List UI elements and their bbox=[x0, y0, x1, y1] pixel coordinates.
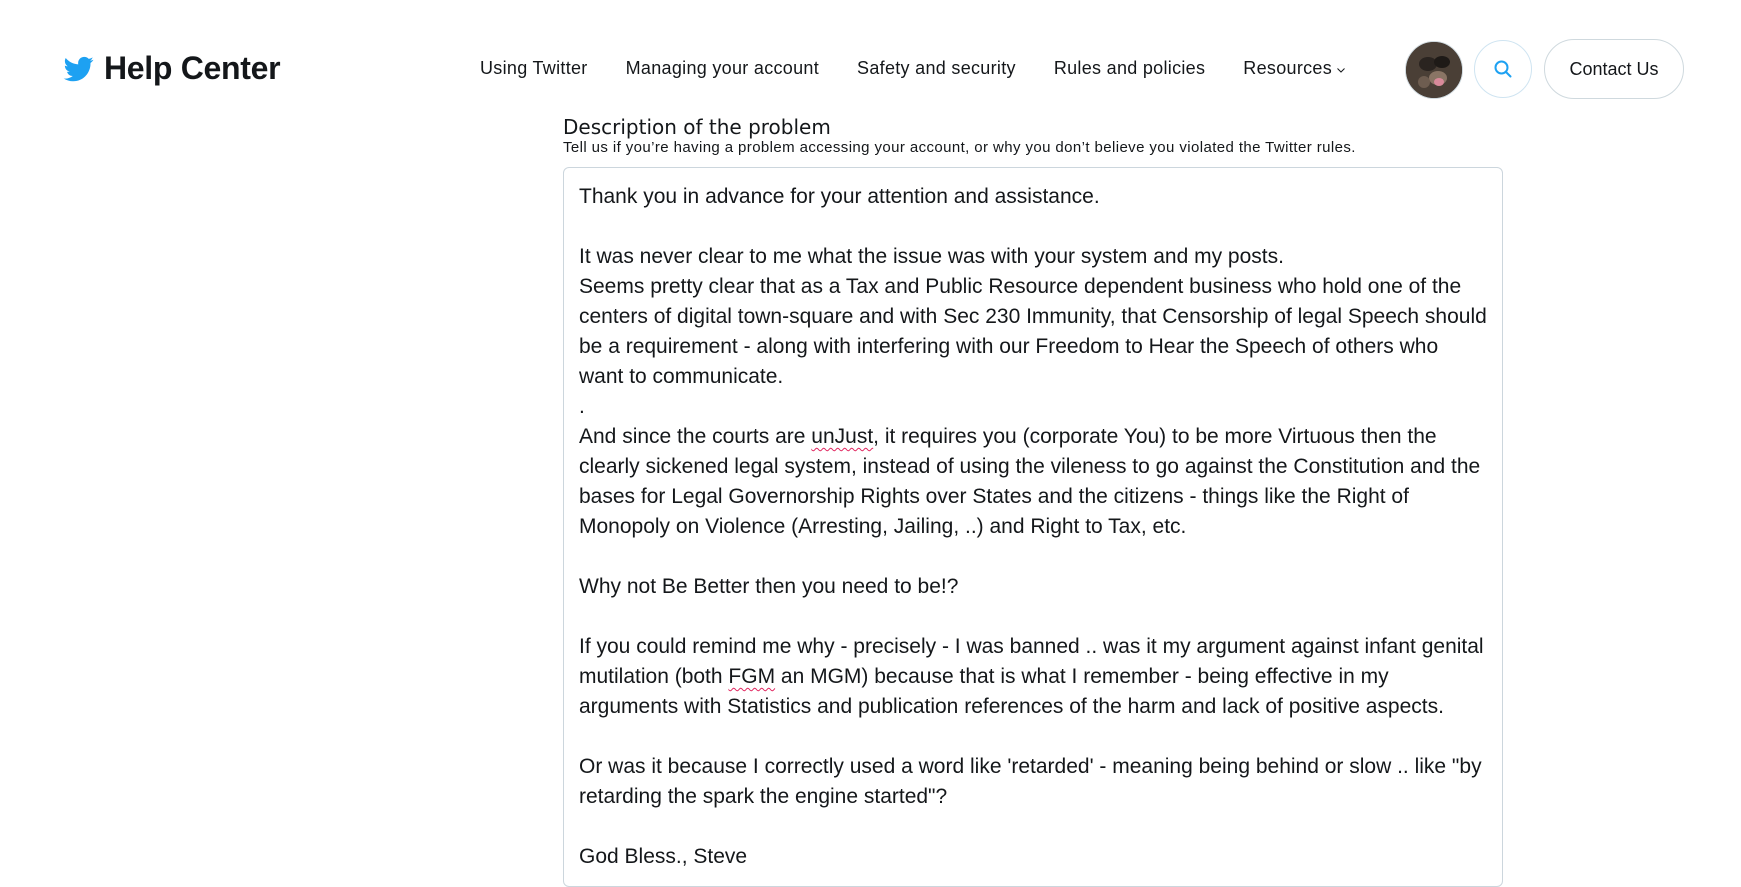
blank-line bbox=[579, 542, 1487, 572]
textarea-line bbox=[579, 422, 1487, 542]
nav-resources[interactable] bbox=[1243, 58, 1346, 79]
textarea-line: God Bless., Steve bbox=[579, 845, 748, 868]
header bbox=[0, 0, 1741, 112]
blank-line bbox=[579, 602, 1487, 632]
search-button[interactable] bbox=[1474, 40, 1532, 98]
nav-using-twitter[interactable]: Using Twitter bbox=[480, 58, 588, 78]
twitter-bird-icon bbox=[62, 54, 96, 84]
chevron-down-icon bbox=[1336, 65, 1346, 75]
nav-safety-security[interactable]: Safety and security bbox=[857, 58, 1016, 78]
search-icon bbox=[1493, 59, 1513, 79]
textarea-line: Or was it because I correctly used a word like 'retarded' - meaning being behind or slow .. like "by retarding the spark the engine started"? bbox=[579, 755, 1482, 808]
textarea-line: Seems pretty clear that as a Tax and Public Resource dependent business who hold one of the centers of digital town-square and with Sec 230 Immunity, that Censorship of legal Speech should be a requirement - along with interfering with our Freedom to Hear the Speech of others who want to communicate. bbox=[579, 275, 1487, 388]
avatar-image bbox=[1406, 42, 1462, 98]
description-label: Description of the problem bbox=[563, 115, 831, 139]
nav-resources-label: Resources bbox=[1243, 58, 1333, 78]
misspelled-word: unJust bbox=[811, 425, 874, 448]
nav-managing-account[interactable]: Managing your account bbox=[625, 58, 820, 78]
main-nav bbox=[480, 58, 1384, 79]
textarea-line bbox=[579, 632, 1487, 722]
avatar[interactable] bbox=[1405, 41, 1463, 99]
text-segment: And since the courts are bbox=[579, 425, 812, 448]
description-hint: Tell us if you’re having a problem accessing your account, or why you don’t believe you violated the Twitter rules. bbox=[563, 139, 1356, 156]
textarea-line: . bbox=[579, 395, 585, 418]
text-segment: an MGM) because that is what I remember - being effective in my arguments with Statistics and publication references of the harm and lack of positive aspects. bbox=[579, 665, 1444, 718]
nav-rules-policies[interactable]: Rules and policies bbox=[1053, 58, 1206, 78]
blank-line bbox=[579, 812, 1487, 842]
textarea-line: Why not Be Better then you need to be!? bbox=[579, 575, 959, 598]
description-textarea[interactable] bbox=[563, 167, 1503, 887]
page-title: Help Center bbox=[104, 50, 281, 86]
help-center-logo[interactable] bbox=[62, 50, 280, 87]
textarea-line: Thank you in advance for your attention and assistance. bbox=[579, 185, 1100, 208]
blank-line bbox=[579, 722, 1487, 752]
blank-line bbox=[579, 212, 1487, 242]
text-segment: , it requires you (corporate You) to be more Virtuous then the clearly sickened legal system, instead of using the vileness to go against the Constitution and the bases for Legal Governorship Rights over States and the citizens - things like the Right of Monopoly on Violence (Arresting, Jailing, ..) and Right to Tax, etc. bbox=[579, 425, 1481, 538]
misspelled-word: FGM bbox=[728, 665, 776, 688]
text-segment: If you could remind me why - precisely - I was banned .. was it my argument against infant genital mutilation (both bbox=[579, 635, 1484, 688]
contact-us-button[interactable]: Contact Us bbox=[1544, 39, 1684, 99]
textarea-line: It was never clear to me what the issue was with your system and my posts. bbox=[579, 245, 1284, 268]
